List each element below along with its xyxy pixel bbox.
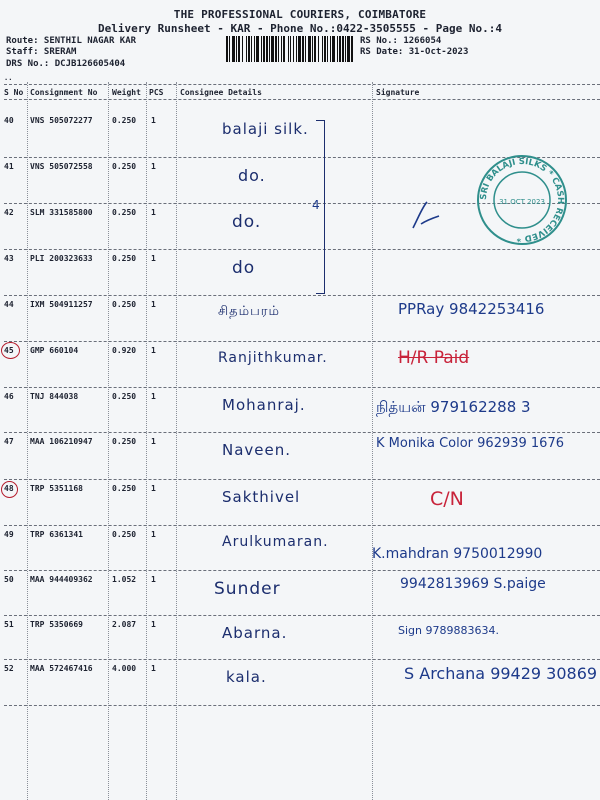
row-consignment-no: VNS 505072558 (30, 162, 93, 171)
row-consignment-no: TRP 6361341 (30, 530, 83, 539)
rs-date: RS Date: 31-Oct-2023 (360, 47, 469, 57)
col-pcs: PCS (149, 88, 164, 97)
row-pcs: 1 (151, 116, 156, 125)
header-divider-bottom (4, 99, 600, 100)
barcode-bar (314, 36, 316, 62)
row-pcs: 1 (151, 254, 156, 263)
barcode-bar (261, 36, 262, 62)
row-sno: 50 (4, 575, 14, 584)
stamp-inner-text: 31 OCT 2023 (499, 198, 545, 206)
row-sno: 45 (4, 346, 14, 355)
row-consignee-name: Naveen. (222, 441, 292, 459)
row-weight: 0.250 (112, 530, 137, 539)
barcode-bar (283, 36, 285, 62)
barcode-bar (275, 36, 277, 62)
row-divider (4, 479, 600, 480)
barcode-bar (263, 36, 265, 62)
barcode-bar (324, 36, 326, 62)
row-consignment-no: MAA 572467416 (30, 664, 93, 673)
row-consignee-name: Ranjithkumar. (218, 350, 328, 366)
row-pcs: 1 (151, 620, 156, 629)
row-consignee-name: Mohanraj. (222, 396, 306, 414)
row-sno: 46 (4, 392, 14, 401)
row-divider (4, 387, 600, 388)
row-divider (4, 432, 600, 433)
signature-scribble (405, 196, 445, 236)
barcode-bar (305, 36, 306, 62)
row-signature: 4 (312, 198, 320, 212)
row-signature: K Monika Color 962939 1676 (376, 436, 564, 451)
col-weight: Weight (112, 88, 141, 97)
row-consignment-no: PLI 200323633 (30, 254, 93, 263)
barcode-bar (278, 36, 279, 62)
barcode-bar (254, 36, 255, 62)
barcode-bar (327, 36, 328, 62)
row-weight: 0.250 (112, 484, 137, 493)
row-signature: S Archana 99429 30869 (404, 664, 598, 683)
barcode-bar (248, 36, 250, 62)
barcode-bar (266, 36, 268, 62)
staff-label: Staff: SRERAM (6, 47, 77, 57)
row-consignment-no: TRP 5351168 (30, 484, 83, 493)
row-consignee-name: சிதம்பரம் (218, 304, 280, 319)
row-weight: 4.000 (112, 664, 137, 673)
row-consignee-name: Sakthivel (222, 488, 301, 506)
row-consignee-name: Arulkumaran. (222, 534, 329, 550)
circled-row-48 (1, 481, 18, 498)
barcode-bar (290, 36, 291, 62)
row-consignee-name: do. (238, 166, 266, 185)
barcode-bar (238, 36, 240, 62)
barcode-bar (312, 36, 313, 62)
barcode-bar (332, 36, 335, 62)
row-consignee-name: Abarna. (222, 624, 288, 642)
row-divider (4, 525, 600, 526)
row-consignment-no: MAA 106210947 (30, 437, 93, 446)
row-divider (4, 341, 600, 342)
barcode-bar (232, 36, 235, 62)
barcode-bar (330, 36, 331, 62)
row-signature: H/R Paid (398, 348, 470, 368)
barcode-bar (242, 36, 243, 62)
row-signature: 9942813969 S.paige (400, 576, 546, 592)
row-weight: 0.250 (112, 392, 137, 401)
barcode-bar (322, 36, 323, 62)
col-divider (176, 82, 177, 800)
barcode-bar (229, 36, 230, 62)
col-consignment: Consignment No (30, 88, 98, 97)
row-sno: 49 (4, 530, 14, 539)
ditto-bracket (316, 120, 325, 294)
header-divider-top (4, 84, 600, 85)
row-divider (4, 570, 600, 571)
col-sno: S No (4, 88, 24, 97)
row-pcs: 1 (151, 664, 156, 673)
barcode-bar (308, 36, 311, 62)
row-weight: 0.250 (112, 162, 137, 171)
row-sno: 52 (4, 664, 14, 673)
row-signature: C/N (430, 488, 464, 510)
barcode (226, 36, 354, 62)
row-weight: 1.052 (112, 575, 137, 584)
row-consignment-no: GMP 660104 (30, 346, 79, 355)
row-sno: 43 (4, 254, 14, 263)
barcode-bar (271, 36, 274, 62)
row-signature: நித்யன் 979162288 3 (376, 398, 531, 416)
cash-received-stamp (474, 152, 570, 248)
company-title: THE PROFESSIONAL COURIERS, COIMBATORE (173, 8, 427, 21)
row-pcs: 1 (151, 530, 156, 539)
row-consignee-name: kala. (226, 668, 267, 686)
row-pcs: 1 (151, 484, 156, 493)
row-pcs: 1 (151, 392, 156, 401)
row-pcs: 1 (151, 575, 156, 584)
row-consignment-no: TRP 5350669 (30, 620, 83, 629)
row-pcs: 1 (151, 346, 156, 355)
barcode-bar (347, 36, 350, 62)
row-signature: PPRay 9842253416 (398, 300, 545, 318)
row-divider (4, 249, 600, 250)
row-consignment-no: SLM 331585800 (30, 208, 93, 217)
barcode-bar (318, 36, 319, 62)
row-weight: 0.250 (112, 254, 137, 263)
barcode-bar (226, 36, 228, 62)
row-pcs: 1 (151, 162, 156, 171)
col-signature: Signature (376, 88, 420, 97)
row-consignee-name: Sunder (214, 579, 281, 599)
rs-number: RS No.: 1266054 (360, 36, 442, 46)
barcode-bar (269, 36, 270, 62)
row-sno: 51 (4, 620, 14, 629)
row-divider (4, 615, 600, 616)
row-pcs: 1 (151, 437, 156, 446)
barcode-bar (246, 36, 247, 62)
barcode-bar (296, 36, 297, 62)
barcode-bar (298, 36, 301, 62)
row-weight: 0.250 (112, 116, 137, 125)
barcode-bar (339, 36, 341, 62)
row-divider (4, 705, 600, 706)
barcode-bar (337, 36, 338, 62)
row-weight: 0.250 (112, 437, 137, 446)
barcode-bar (281, 36, 282, 62)
row-sno: 47 (4, 437, 14, 446)
barcode-bar (236, 36, 237, 62)
row-divider (4, 659, 600, 660)
row-consignment-no: MAA 944409362 (30, 575, 93, 584)
runsheet-subtitle: Delivery Runsheet - KAR - Phone No.:0422-3505555 - Page No.:4 (98, 22, 502, 35)
row-signature: K.mahdran 9750012990 (372, 546, 543, 562)
col-consignee: Consignee Details (180, 88, 262, 97)
row-sno: 42 (4, 208, 14, 217)
col-divider (108, 82, 109, 800)
row-weight: 0.250 (112, 208, 137, 217)
row-weight: 2.087 (112, 620, 137, 629)
row-pcs: 1 (151, 208, 156, 217)
row-sno: 48 (4, 484, 14, 493)
row-sno: 40 (4, 116, 14, 125)
row-signature: Sign 9789883634. (398, 624, 499, 637)
col-divider (146, 82, 147, 800)
barcode-bar (302, 36, 304, 62)
row-sno: 41 (4, 162, 14, 171)
row-consignment-no: TNJ 844038 (30, 392, 79, 401)
stamp-outer-text: SRI BALAJI SILKS * CASH RECEIVED * (478, 156, 566, 244)
col-divider (27, 82, 28, 800)
row-pcs: 1 (151, 300, 156, 309)
row-consignee-name: do (232, 258, 256, 278)
row-divider (4, 295, 600, 296)
barcode-bar (251, 36, 252, 62)
circled-row-45 (1, 342, 20, 359)
row-consignee-name: balaji silk. (222, 120, 309, 138)
barcode-bar (342, 36, 344, 62)
row-sno: 44 (4, 300, 14, 309)
barcode-bar (256, 36, 259, 62)
row-weight: 0.250 (112, 300, 137, 309)
row-consignee-name: do. (232, 212, 262, 232)
barcode-bar (345, 36, 346, 62)
drs-label: DRS No.: DCJB126605404 (6, 59, 126, 69)
route-label: Route: SENTHIL NAGAR KAR (6, 36, 137, 46)
row-consignment-no: VNS 505072277 (30, 116, 93, 125)
row-consignment-no: IXM 504911257 (30, 300, 93, 309)
barcode-bar (351, 36, 353, 62)
barcode-bar (288, 36, 289, 62)
col-divider (372, 82, 373, 800)
barcode-bar (293, 36, 294, 62)
dots-mark: .. (4, 74, 13, 82)
row-weight: 0.920 (112, 346, 137, 355)
